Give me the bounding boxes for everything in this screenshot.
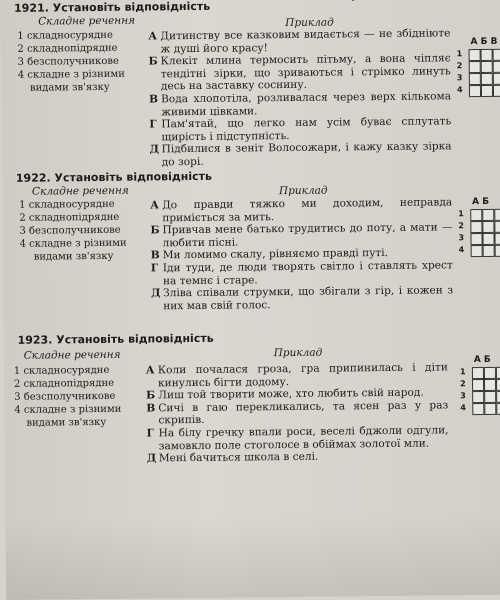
answer-cell[interactable] — [470, 221, 482, 233]
example-letter: А — [145, 364, 155, 377]
example-item — [151, 284, 453, 312]
example-item — [147, 449, 449, 465]
answer-cell[interactable] — [482, 209, 494, 221]
grid-row-number: 3 — [460, 391, 466, 401]
grid-row — [458, 209, 500, 222]
answer-cell[interactable] — [469, 49, 481, 61]
grid-letters: А Б — [472, 196, 490, 208]
grid-row — [457, 61, 500, 74]
example-letter: Д — [151, 287, 161, 300]
types-list — [19, 198, 127, 264]
example-letter: В — [148, 93, 159, 106]
example-letter: В — [150, 249, 160, 262]
grid-letters: А Б — [473, 354, 491, 366]
answer-cell[interactable] — [496, 403, 500, 415]
type-item: 3 безсполучникове — [19, 224, 121, 237]
task-title: 1923. Установіть відповідність — [17, 331, 214, 347]
answer-cell[interactable] — [484, 379, 496, 391]
grid-row — [460, 379, 500, 392]
examples-header: Приклад — [273, 346, 323, 360]
grid-row — [458, 221, 500, 234]
type-item: 1 складносурядне — [13, 364, 110, 377]
type-item: 2 складнопідрядне — [13, 377, 115, 390]
example-text: Сичі в гаю перекликались, та ясен раз у раз скрипів. — [158, 399, 449, 427]
answer-cell[interactable] — [481, 49, 493, 61]
answer-cell[interactable] — [494, 209, 500, 221]
example-text: Вода хлопотіла, розливалася через верх кількома живими цівками. — [160, 90, 452, 118]
grid-letters: А Б В — [470, 36, 498, 48]
example-text: Привчав мене батько трудитись до поту, а мати — любити пісні. — [162, 221, 453, 250]
grid-row-number: 2 — [459, 379, 466, 389]
example-text: На білу гречку впали роси, веселі бджоли одгули, замовкло поле стоголосе в обіймах золотої мли. — [158, 424, 449, 452]
answer-cell[interactable] — [496, 367, 500, 379]
type-item: 2 складнопідрядне — [17, 42, 118, 55]
example-item — [149, 115, 451, 143]
example-item — [149, 90, 451, 118]
example-text: Пам'ятай, що легко нам усім буває сплутать щирість і підступність. — [161, 115, 452, 144]
grid-row — [458, 233, 500, 246]
example-text: Коли почалася гроза, гра припинилась і діти кинулись бігти додому. — [157, 361, 448, 389]
example-item — [146, 361, 448, 389]
types-header: Складне речення — [31, 184, 129, 198]
answer-cell[interactable] — [496, 379, 500, 391]
grid-row-number: 2 — [458, 221, 465, 231]
type-item: видами зв'язку — [29, 81, 110, 94]
type-item: 4 складне з різними — [14, 403, 122, 416]
answer-cell[interactable] — [472, 379, 484, 391]
example-item — [150, 221, 452, 249]
example-letter: А — [148, 30, 158, 43]
answer-cell[interactable] — [482, 221, 494, 233]
answer-cell[interactable] — [472, 391, 484, 403]
example-text: Зліва співали струмки, що збігали з гір, і кожен з них мав свій голос. — [163, 284, 454, 313]
example-letter: Г — [149, 118, 157, 131]
type-item: 3 безсполучникове — [14, 390, 116, 403]
examples-header: Приклад — [278, 184, 328, 198]
grid-row-number: 4 — [458, 245, 465, 255]
examples-header: Приклад — [285, 16, 334, 30]
type-item: видами зв'язку — [26, 416, 107, 429]
answer-cell[interactable] — [481, 73, 493, 85]
top-fragment-text — [300, 0, 391, 2]
task-title: 1922. Установіть відповідність — [15, 169, 213, 185]
task-1921 — [0, 0, 500, 169]
answer-cell[interactable] — [472, 403, 484, 415]
grid-row-number: 1 — [456, 49, 463, 59]
grid-row-number: 4 — [460, 403, 466, 413]
grid-row — [457, 49, 500, 62]
type-item: 3 безсполучникове — [17, 55, 119, 68]
type-item: 1 складносурядне — [17, 29, 113, 42]
example-item — [148, 27, 450, 55]
answer-cell[interactable] — [469, 85, 481, 97]
grid-row-number: 4 — [456, 85, 463, 95]
answer-cell[interactable] — [493, 85, 500, 97]
example-item — [150, 196, 452, 224]
answer-cell[interactable] — [494, 233, 500, 245]
answer-cell[interactable] — [484, 403, 496, 415]
answer-cell[interactable] — [470, 233, 482, 245]
example-text: До правди тяжко ми доходим, неправда приміється за мить. — [162, 196, 453, 224]
types-header: Складне речення — [38, 14, 136, 28]
example-text: Мені бачиться школа в селі. — [158, 450, 319, 465]
answer-cell[interactable] — [493, 49, 500, 61]
type-item: 2 складнопідрядне — [19, 211, 120, 224]
example-item — [151, 259, 453, 287]
answer-cell[interactable] — [482, 233, 494, 245]
example-letter: Д — [149, 143, 160, 156]
example-letter: Г — [146, 427, 154, 440]
example-text: Ми ломимо скалу, рівняємо правді путі. — [162, 247, 389, 262]
answer-cell[interactable] — [470, 209, 482, 221]
type-item: 1 складносурядне — [19, 198, 115, 211]
page-shadow — [5, 515, 500, 600]
example-text: Іди туди, де люди творять світло і ставлять хрест на темнє і старе. — [162, 259, 453, 287]
answer-cell[interactable] — [469, 73, 481, 85]
answer-cell[interactable] — [472, 367, 484, 379]
example-item — [149, 52, 451, 93]
answer-cell[interactable] — [483, 245, 495, 257]
example-letter: Д — [146, 452, 157, 465]
examples-list — [148, 27, 451, 169]
answer-cell[interactable] — [494, 221, 500, 233]
answer-cell[interactable] — [469, 61, 481, 73]
answer-cell[interactable] — [495, 245, 500, 257]
grid-row — [457, 85, 500, 98]
example-letter: Б — [150, 224, 160, 237]
answer-cell[interactable] — [471, 245, 483, 257]
grid-row-number: 3 — [458, 233, 465, 243]
types-list — [14, 364, 122, 430]
task-1923 — [3, 329, 500, 465]
grid-row-number: 1 — [459, 367, 466, 377]
example-text: Підбилися в зеніт Волосожари, і кажу казку зірка до зорі. — [161, 140, 452, 169]
answer-cell[interactable] — [484, 367, 496, 379]
type-item: 4 складне з різними — [17, 68, 125, 81]
example-letter: В — [146, 402, 156, 415]
answer-cell[interactable] — [493, 73, 500, 85]
example-letter: Б — [146, 389, 156, 402]
answer-cell[interactable] — [493, 61, 500, 73]
example-item — [150, 141, 452, 169]
example-letter: Б — [148, 55, 158, 68]
grid-row — [460, 391, 500, 404]
answer-cell[interactable] — [496, 391, 500, 403]
examples-list — [150, 196, 453, 313]
example-text: Клекіт млина термосить пітьму, а вона чіпляє тендітні зірки, що зриваються і стрімко линуть десь на заставку соснину. — [160, 52, 451, 93]
types-header: Складне речення — [23, 348, 121, 362]
answer-cell[interactable] — [481, 85, 493, 97]
type-item: 4 складне з різними — [19, 237, 127, 250]
grid-row — [460, 403, 500, 416]
task-title: 1921. Установіть відповідність — [14, 0, 211, 15]
answer-cell[interactable] — [481, 61, 493, 73]
types-list — [17, 29, 125, 95]
example-text: Лиш той творити може, хто любить свій народ. — [158, 386, 424, 402]
grid-row-number: 1 — [458, 209, 464, 219]
example-item — [146, 424, 448, 452]
example-letter: А — [150, 199, 159, 212]
grid-row — [460, 367, 500, 380]
grid-row — [457, 73, 500, 86]
grid-row-number: 2 — [456, 61, 463, 71]
type-item: видами зв'язку — [33, 250, 114, 263]
example-text: Дитинству все казковим видається — не збідніюте ж душі його красу! — [160, 27, 451, 55]
example-item — [146, 399, 448, 427]
grid-row — [459, 245, 500, 258]
example-letter: Г — [150, 262, 159, 275]
grid-row-number: 3 — [456, 73, 463, 83]
examples-list — [146, 361, 449, 465]
answer-cell[interactable] — [484, 391, 496, 403]
